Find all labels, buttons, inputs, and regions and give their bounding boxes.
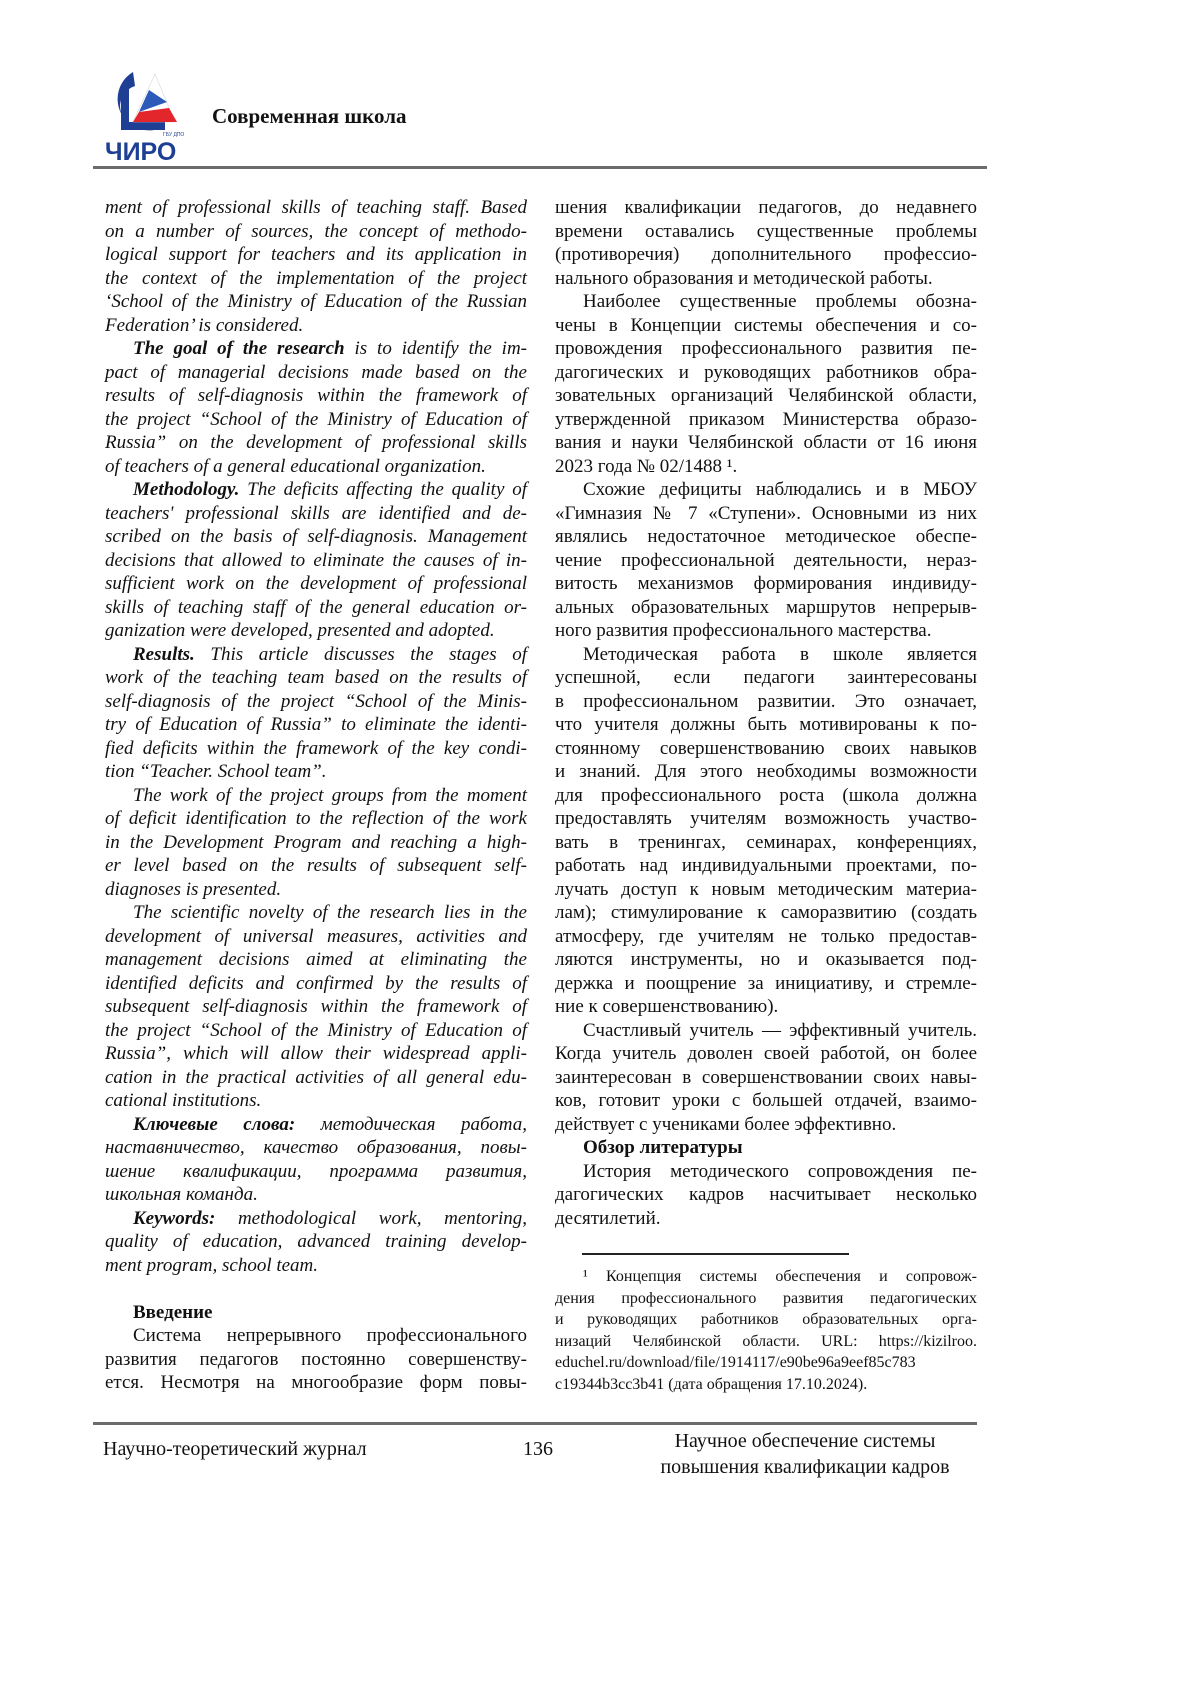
text-line: Federation’ is considered. <box>105 314 527 338</box>
text-line: pact of managerial decisions made based on the <box>105 361 527 385</box>
text-line: чение профессиональной деятельности, нераз- <box>555 549 977 573</box>
svg-text:ЧИРО: ЧИРО <box>105 138 176 164</box>
text-line: «Гимназия № 7 «Ступени». Основными из них <box>555 502 977 526</box>
text-line: школьная команда. <box>105 1183 527 1207</box>
paragraph <box>105 901 527 1113</box>
paragraph <box>105 1324 527 1395</box>
text-line: шения квалификации педагогов, до недавнего <box>555 196 977 220</box>
text-line: ganization were developed, presented and adopted. <box>105 619 527 643</box>
text-line: работать над индивидуальными проектами, по- <box>555 854 977 878</box>
text-line: skills of teaching staff of the general education or- <box>105 596 527 620</box>
text-line: (противоречия) дополнительного профессио- <box>555 243 977 267</box>
paragraph <box>105 784 527 902</box>
text-line: quality of education, advanced training develop- <box>105 1230 527 1254</box>
footnote-line: c19344b3cc3b41 (дата обращения 17.10.2024). <box>555 1374 977 1396</box>
text-line: the project “School of the Ministry of Education of <box>105 1019 527 1043</box>
section-heading: Обзор литературы <box>555 1136 977 1160</box>
text-line: decisions that allowed to eliminate the causes of in- <box>105 549 527 573</box>
text-line: предоставлять учителям возможность участво- <box>555 807 977 831</box>
text-line <box>105 1207 527 1231</box>
text-line: ного развития профессионального мастерства. <box>555 619 977 643</box>
text-line: Когда учитель доволен своей работой, он более <box>555 1042 977 1066</box>
text-line: и знаний. Для этого необходимы возможности <box>555 760 977 784</box>
text-line: sufficient work on the development of professional <box>105 572 527 596</box>
text-line: ‘School of the Ministry of Education of the Russian <box>105 290 527 314</box>
text-line: чены в Концепции системы обеспечения и со- <box>555 314 977 338</box>
footnote-line: educhel.ru/download/file/1914117/e90be96a9eef85c783 <box>555 1352 977 1374</box>
paragraph <box>105 1113 527 1207</box>
text-line: заинтересован в совершенствовании своих навы- <box>555 1066 977 1090</box>
text-line: вать в тренингах, семинарах, конференциях, <box>555 831 977 855</box>
text-line: Russia” on the development of professional skills <box>105 431 527 455</box>
text-line: teachers' professional skills are identified and de- <box>105 502 527 526</box>
footer-section-line: Научное обеспечение системы <box>620 1428 990 1454</box>
paragraph <box>555 478 977 643</box>
text-line: scribed on the basis of self-diagnosis. Management <box>105 525 527 549</box>
text-line: ment of professional skills of teaching staff. Based <box>105 196 527 220</box>
paragraph-lead: Results. <box>133 644 195 665</box>
text-line: logical support for teachers and its application in <box>105 243 527 267</box>
text-line: десятилетий. <box>555 1207 977 1231</box>
blank-line <box>105 1277 527 1301</box>
text-line: стоянному совершенствованию своих навыков <box>555 737 977 761</box>
text-line: Схожие дефициты наблюдались и в МБОУ <box>555 478 977 502</box>
text-line: зовательных организаций Челябинской области, <box>555 384 977 408</box>
text-line: subsequent self-diagnosis within the framework of <box>105 995 527 1019</box>
footnote <box>555 1266 977 1396</box>
text-line: для профессионального роста (школа должна <box>555 784 977 808</box>
text-line-rest: methodological work, mentoring, <box>215 1208 527 1229</box>
paragraph <box>105 196 527 337</box>
text-line: tion “Teacher. School team”. <box>105 760 527 784</box>
text-line: work of the teaching team based on the results of <box>105 666 527 690</box>
text-line-rest: is to identify the im- <box>345 338 527 359</box>
text-line: провождения профессионального развития пе- <box>555 337 977 361</box>
paragraph <box>105 1207 527 1278</box>
text-line: держка и поощрение за инициативу, и стремле- <box>555 972 977 996</box>
text-line: лучать доступ к новым методическим материа- <box>555 878 977 902</box>
footer-section-line: повышения квалификации кадров <box>620 1454 990 1480</box>
paragraph <box>555 290 977 478</box>
text-line: of teachers of a general educational organization. <box>105 455 527 479</box>
text-line: ляются инструменты, но и оказывается под- <box>555 948 977 972</box>
text-line: нального образования и методической работы. <box>555 267 977 291</box>
paragraph <box>105 478 527 643</box>
text-line: наставничество, качество образования, повы- <box>105 1136 527 1160</box>
text-line: времени оставались существенные проблемы <box>555 220 977 244</box>
text-line: development of universal measures, activities and <box>105 925 527 949</box>
text-line: identified deficits and confirmed by the results of <box>105 972 527 996</box>
text-line: дагогических кадров насчитывает несколько <box>555 1183 977 1207</box>
header-rule <box>93 166 987 169</box>
text-line: альных образовательных маршрутов непрерыв- <box>555 596 977 620</box>
footer-section-title <box>620 1428 990 1480</box>
left-column <box>105 196 527 1395</box>
section-heading: Введение <box>105 1301 527 1325</box>
footer-rule <box>93 1422 977 1425</box>
text-line: в профессиональном развитии. Это означает, <box>555 690 977 714</box>
text-line-rest: методическая работа, <box>295 1114 527 1135</box>
paragraph <box>105 643 527 784</box>
text-line <box>105 643 527 667</box>
page-number: 136 <box>523 1438 553 1461</box>
text-line: Счастливый учитель — эффективный учитель. <box>555 1019 977 1043</box>
text-line: the project “School of the Ministry of Education of <box>105 408 527 432</box>
text-line: лам); стимулирование к саморазвитию (создать <box>555 901 977 925</box>
footnote-line: дения профессионального развития педагогических <box>555 1288 977 1310</box>
text-line <box>105 478 527 502</box>
text-line: The scientific novelty of the research lies in the <box>105 901 527 925</box>
paragraph <box>555 1019 977 1137</box>
paragraph-lead: Keywords: <box>133 1208 215 1229</box>
text-line: Методическая работа в школе является <box>555 643 977 667</box>
footer-journal-type: Научно-теоретический журнал <box>103 1438 367 1461</box>
text-line <box>105 337 527 361</box>
paragraph-lead: Methodology. <box>133 479 239 500</box>
text-line: ется. Несмотря на многообразие форм повы- <box>105 1371 527 1395</box>
text-line: действует с учениками более эффективно. <box>555 1113 977 1137</box>
text-line: витость механизмов формирования индивиду- <box>555 572 977 596</box>
paragraph <box>555 1160 977 1231</box>
text-line: results of self-diagnosis within the framework of <box>105 384 527 408</box>
svg-text:ГБУ ДПО: ГБУ ДПО <box>163 132 184 138</box>
text-line: Система непрерывного профессионального <box>105 1324 527 1348</box>
paragraph-lead: Ключевые слова: <box>133 1114 295 1135</box>
text-line: ние к совершенствованию). <box>555 995 977 1019</box>
footnote-line: ¹ Концепция системы обеспечения и сопровож- <box>555 1266 977 1288</box>
text-line: er level based on the results of subsequent self- <box>105 854 527 878</box>
right-column <box>555 196 977 1230</box>
text-line: self-diagnosis of the project “School of the Minis- <box>105 690 527 714</box>
paragraph <box>555 196 977 290</box>
text-line: cational institutions. <box>105 1089 527 1113</box>
chiro-logo <box>103 64 189 164</box>
text-line: fied deficits within the framework of the key condi- <box>105 737 527 761</box>
paragraph-lead: The goal of the research <box>133 338 345 359</box>
text-line: ков, готовит уроки с большей отдачей, взаимо- <box>555 1089 977 1113</box>
footnote-separator <box>582 1253 849 1255</box>
text-line: развития педагогов постоянно совершенству- <box>105 1348 527 1372</box>
journal-title: Современная школа <box>212 104 406 129</box>
text-line: of deficit identification to the reflection of the work <box>105 807 527 831</box>
text-line <box>105 1113 527 1137</box>
text-line: утвержденной приказом Министерства образо- <box>555 408 977 432</box>
text-line: атмосферу, где учителям не только предостав- <box>555 925 977 949</box>
text-line-rest: This article discusses the stages of <box>195 644 527 665</box>
text-line: cation in the practical activities of all general edu- <box>105 1066 527 1090</box>
text-line: дагогических и руководящих работников обра- <box>555 361 977 385</box>
text-line: Russia”, which will allow their widespread appli- <box>105 1042 527 1066</box>
text-line: Наиболее существенные проблемы обозна- <box>555 290 977 314</box>
footnote-line: низаций Челябинской области. URL: https://kizilroo. <box>555 1331 977 1353</box>
text-line: успешной, если педагоги заинтересованы <box>555 666 977 690</box>
text-line: the context of the implementation of the project <box>105 267 527 291</box>
paragraph <box>105 337 527 478</box>
text-line: 2023 года № 02/1488 ¹. <box>555 455 977 479</box>
text-line: История методического сопровождения пе- <box>555 1160 977 1184</box>
text-line: The work of the project groups from the moment <box>105 784 527 808</box>
text-line-rest: The deficits affecting the quality of <box>239 479 527 500</box>
text-line: ment program, school team. <box>105 1254 527 1278</box>
text-line: шение квалификации, программа развития, <box>105 1160 527 1184</box>
text-line: on a number of sources, the concept of methodo- <box>105 220 527 244</box>
footnote-line: и руководящих работников образовательных орга- <box>555 1309 977 1331</box>
text-line: in the Development Program and reaching a high- <box>105 831 527 855</box>
text-line: вания и науки Челябинской области от 16 июня <box>555 431 977 455</box>
text-line: try of Education of Russia” to eliminate the identi- <box>105 713 527 737</box>
text-line: являлись недостаточное методическое обеспе- <box>555 525 977 549</box>
text-line: management decisions aimed at eliminating the <box>105 948 527 972</box>
text-line: что учителя должны быть мотивированы к по- <box>555 713 977 737</box>
text-line: diagnoses is presented. <box>105 878 527 902</box>
paragraph <box>555 643 977 1019</box>
